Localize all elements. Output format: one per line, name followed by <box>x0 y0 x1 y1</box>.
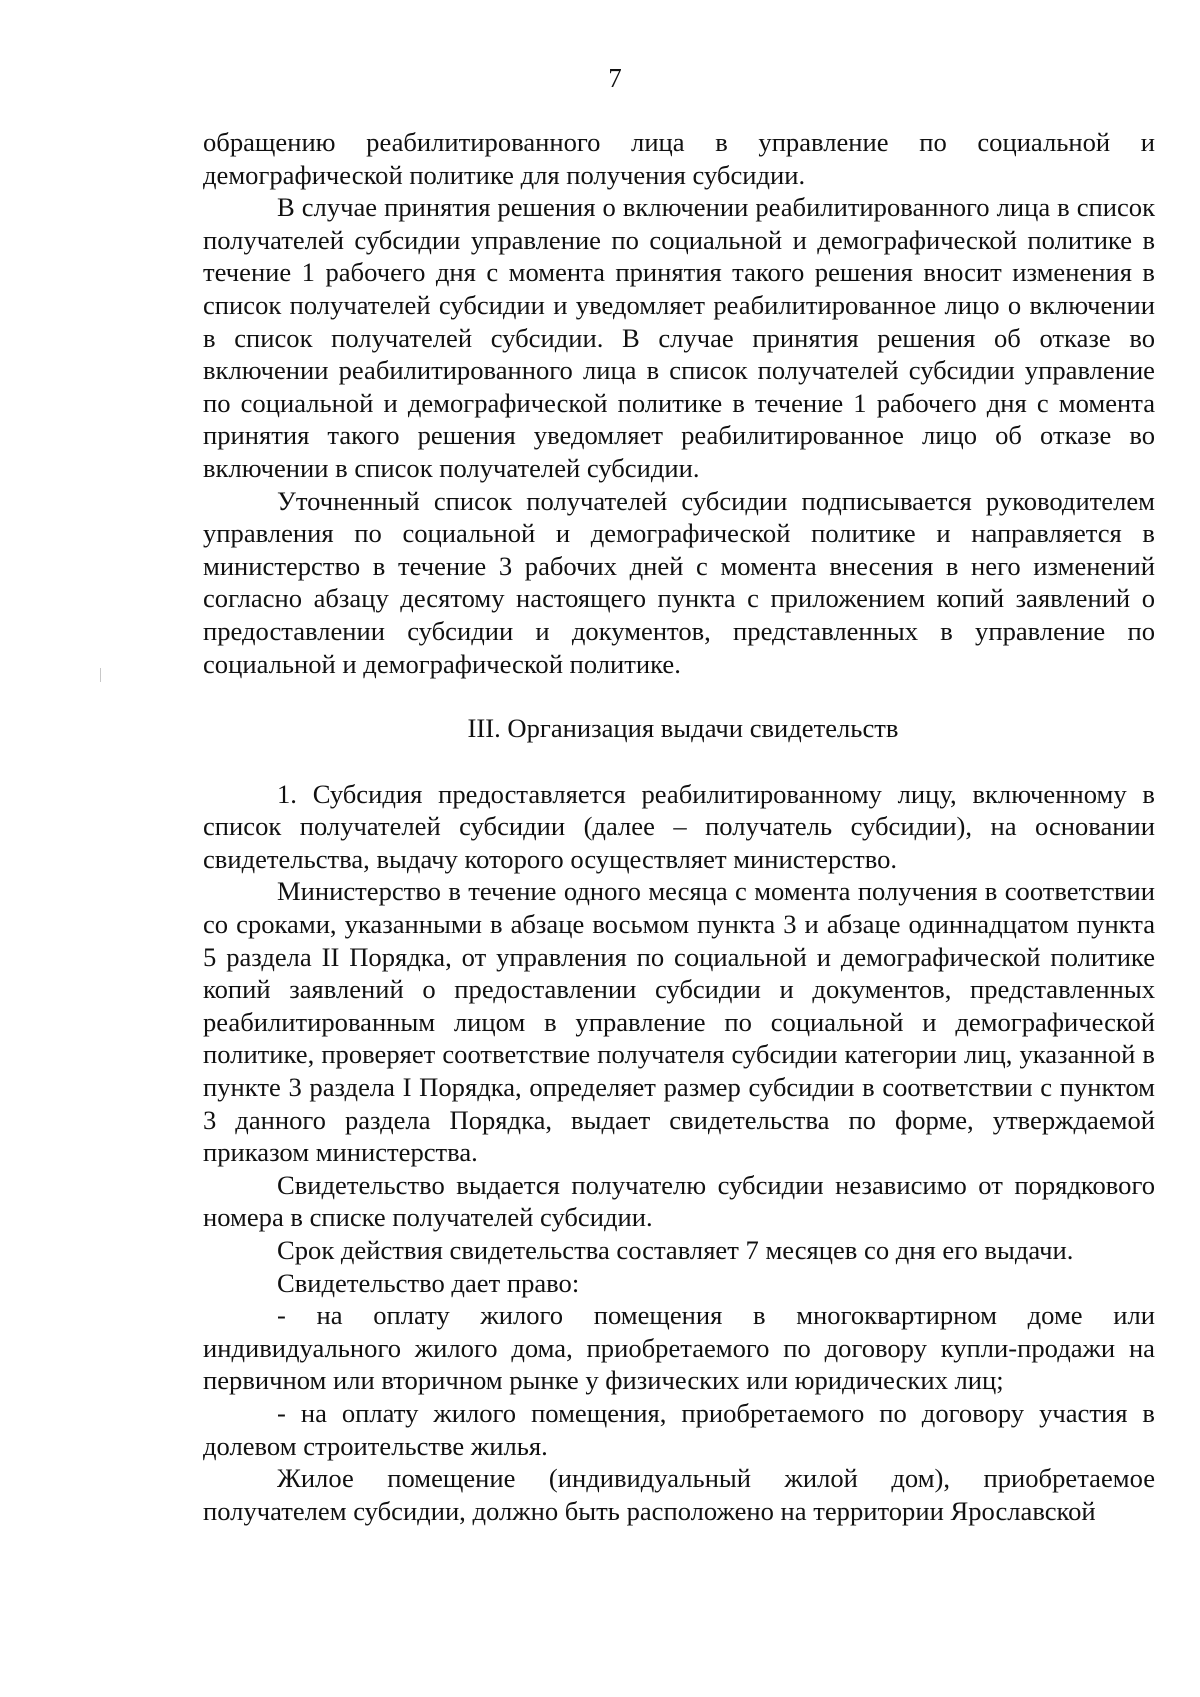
paragraph-continuation: обращению реабилитированного лица в управление по социальной и демографической политике для получения субсидии. <box>203 127 1155 190</box>
paragraph-subsidy-provision: 1. Субсидия предоставляется реабилитированному лицу, включенному в список получателей субсидии (далее – получатель субсидии), на основании свидетельства, выдачу которого осуществляет министерство. <box>203 778 1155 874</box>
page-number: 7 <box>608 63 622 93</box>
paragraph-location-requirement: Жилое помещение (индивидуальный жилой дом), приобретаемое получателем субсидии, должно быть расположено на территории Ярославской <box>203 1463 1155 1526</box>
section-heading: III. Организация выдачи свидетельств <box>467 713 899 744</box>
paragraph-certificate-validity: Срок действия свидетельства составляет 7 месяцев со дня его выдачи. <box>277 1235 1074 1265</box>
document-body <box>203 126 1155 1527</box>
scan-artifact-mark <box>100 668 101 682</box>
paragraph-certificate-issued: Свидетельство выдается получателю субсидии независимо от порядкового номера в списке получателей субсидии. <box>203 1169 1155 1233</box>
paragraph-inclusion-decision: В случае принятия решения о включении реабилитированного лица в список получателей субсидии управление по социальной и демографической политике в течение 1 рабочего дня с момента принятия такого решения вносит изменения в список получателей субсидии и уведомляет реабилитированное лицо о включении в список получателей субсидии. В случае принятия решения об отказе во включении реабилитированного лица в список получателей субсидии управление по социальной и демографической политике в течение 1 рабочего дня с момента принятия такого решения уведомляет реабилитированное лицо об отказе во включении в список получателей субсидии. <box>203 192 1155 483</box>
paragraph-ministry-check: Министерство в течение одного месяца с момента получения в соответствии со сроками, указанными в абзаце восьмом пункта 3 и абзаце одиннадцатом пункта 5 раздела II Порядка, от управления по социальной и демографической политике копий заявлений о предоставлении субсидии и документов, представленных реабилитированным лицом в управление по социальной и демографической политике, проверяет соответствие получателя субсидии категории лиц, указанной в пункте 3 раздела I Порядка, определяет размер субсидии в соответствии с пунктом 3 данного раздела Порядка, выдает свидетельства по форме, утверждаемой приказом министерства. <box>203 876 1155 1168</box>
paragraph-updated-list: Уточненный список получателей субсидии подписывается руководителем управления по социальной и демографической политике и направляется в министерство в течение 3 рабочих дней с момента внесения в него изменений согласно абзацу десятому настоящего пункта с приложением копий заявлений о предоставлении субсидии и документов, представленных в управление по социальной и демографической политике. <box>203 485 1155 679</box>
paragraph-certificate-rights: Свидетельство дает право: <box>277 1267 580 1298</box>
list-item-apartment-purchase: - на оплату жилого помещения в многоквартирном доме или индивидуального жилого дома, приобретаемого по договору купли-продажи на первичном или вторичном рынке у физических или юридических лиц; <box>203 1300 1155 1396</box>
list-item-shared-construction: - на оплату жилого помещения, приобретаемого по договору участия в долевом строительстве жилья. <box>203 1397 1155 1461</box>
